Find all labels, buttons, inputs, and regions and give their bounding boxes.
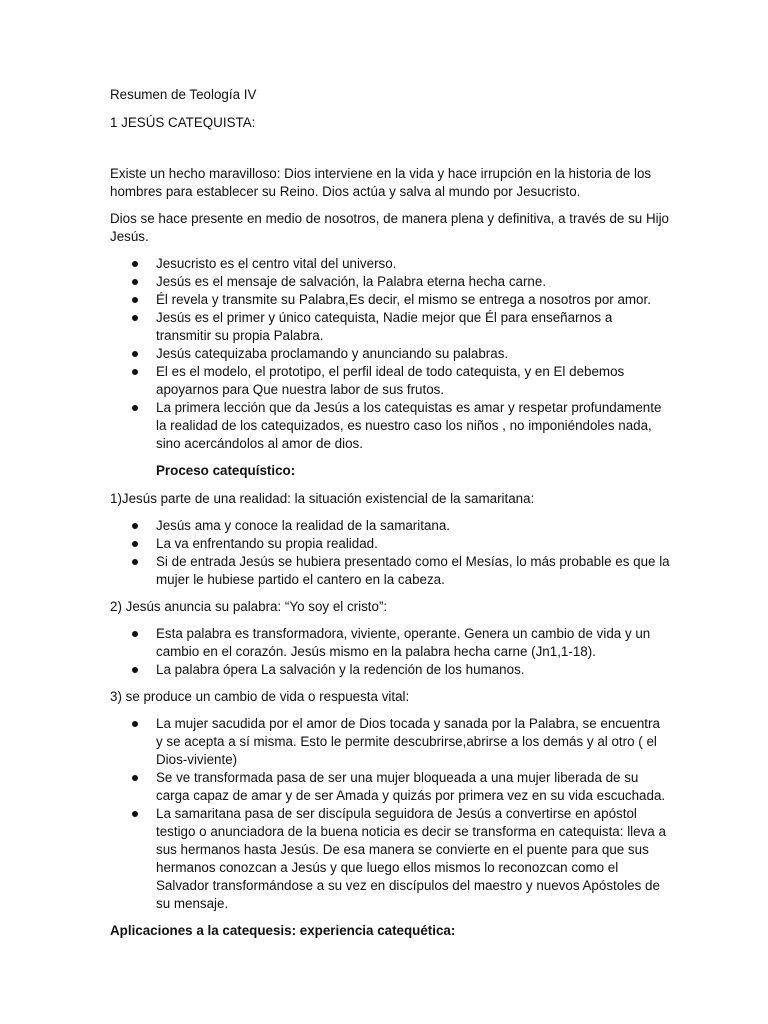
bullet-icon — [132, 315, 138, 321]
list-item-text: Él revela y transmite su Palabra,Es decir, el mismo se entrega a nosotros por amor. — [156, 292, 651, 307]
bullet-list-section-1 — [110, 517, 670, 589]
bullet-icon — [132, 811, 138, 817]
section-heading: 1 JESÚS CATEQUISTA: — [110, 115, 256, 130]
list-item-text: La palabra ópera La salvación y la redención de los humanos. — [156, 662, 525, 677]
bullet-icon — [132, 667, 138, 673]
intro-paragraph-2: Dios se hace presente en medio de nosotros, de manera plena y definitiva, a través de su Hijo Jesús. — [110, 211, 670, 244]
list-item — [110, 553, 670, 589]
bullet-icon — [132, 297, 138, 303]
document-title: Resumen de Teología IV — [110, 87, 257, 102]
list-item — [110, 255, 670, 273]
list-item — [110, 769, 670, 805]
bullet-icon — [132, 261, 138, 267]
bullet-icon — [132, 523, 138, 529]
list-item — [110, 715, 670, 769]
list-item-text: Jesús catequizaba proclamando y anunciando su palabras. — [156, 346, 509, 361]
list-item-text: Se ve transformada pasa de ser una mujer bloqueada a una mujer liberada de su carga capaz de amar y de ser Amada y quizás por primera vez en su vida escuchada. — [156, 770, 666, 803]
closing-heading: Aplicaciones a la catequesis: experiencia catequética: — [110, 923, 456, 938]
list-item — [110, 273, 670, 291]
document-body — [110, 86, 670, 949]
bullet-icon — [132, 351, 138, 357]
list-item-text: La va enfrentando su propia realidad. — [156, 536, 378, 551]
section-2-title: 2) Jesús anuncia su palabra: “Yo soy el cristo”: — [110, 599, 388, 614]
list-item-text: La samaritana pasa de ser discípula seguidora de Jesús a convertirse en apóstol testigo o anunciadora de la buena noticia es decir se transforma en catequista: lleva a sus hermanos hasta Jesús. De esa manera se convierte en el puente para que sus hermanos conozcan a Jesús y que luego ellos mismos lo reconozcan como el Salvador transformándose a su vez en discípulos del maestro y nuevos Apóstoles de su mensaje. — [156, 806, 666, 911]
section-3-title: 3) se produce un cambio de vida o respuesta vital: — [110, 689, 410, 704]
list-item-text: Esta palabra es transformadora, viviente, operante. Genera un cambio de vida y un cambio en el corazón. Jesús mismo en la palabra hecha carne (Jn1,1-18). — [156, 626, 651, 659]
list-item — [110, 625, 670, 661]
intro-paragraph-1: Existe un hecho maravilloso: Dios interviene en la vida y hace irrupción en la historia de los hombres para establecer su Reino. Dios actúa y salva al mundo por Jesucristo. — [110, 166, 652, 199]
list-item — [110, 399, 670, 453]
list-item-text: Jesús es el primer y único catequista, Nadie mejor que Él para enseñarnos a transmitir su propia Palabra. — [156, 310, 613, 343]
list-item-text: Jesucristo es el centro vital del universo. — [156, 256, 397, 271]
list-item — [110, 661, 670, 679]
bullet-icon — [132, 369, 138, 375]
list-item-text: Si de entrada Jesús se hubiera presentado como el Mesías, lo más probable es que la mujer le hubiese partido el cantero en la cabeza. — [156, 554, 670, 587]
list-item — [110, 345, 670, 363]
list-item — [110, 363, 670, 399]
bullet-icon — [132, 279, 138, 285]
list-item — [110, 535, 670, 553]
list-item-text: El es el modelo, el prototipo, el perfil ideal de todo catequista, y en El debemos apoyarnos para Que nuestra labor de sus frutos. — [156, 364, 625, 397]
list-item-text: La primera lección que da Jesús a los catequistas es amar y respetar profundamente la realidad de los catequizados, es nuestro caso los niños , no imponiéndoles nada, sino acercándolos al amor de dios. — [156, 400, 662, 451]
subheading-process: Proceso catequístico: — [156, 463, 296, 478]
list-item — [110, 291, 670, 309]
list-item-text: Jesús es el mensaje de salvación, la Palabra eterna hecha carne. — [156, 274, 547, 289]
bullet-icon — [132, 631, 138, 637]
bullet-icon — [132, 559, 138, 565]
bullet-list-section-2 — [110, 625, 670, 679]
list-item-text: Jesús ama y conoce la realidad de la samaritana. — [156, 518, 451, 533]
bullet-icon — [132, 405, 138, 411]
section-1-title: 1)Jesús parte de una realidad: la situación existencial de la samaritana: — [110, 491, 535, 506]
bullet-icon — [132, 721, 138, 727]
bullet-list-section-3 — [110, 715, 670, 913]
list-item — [110, 805, 670, 913]
bullet-icon — [132, 775, 138, 781]
list-item — [110, 309, 670, 345]
bullet-icon — [132, 541, 138, 547]
bullet-list-main — [110, 255, 670, 453]
list-item-text: La mujer sacudida por el amor de Dios tocada y sanada por la Palabra, se encuentra y se acepta a sí misma. Esto le permite descubrirse,abrirse a los demás y al otro ( el Dios-viviente) — [156, 716, 660, 767]
list-item — [110, 517, 670, 535]
